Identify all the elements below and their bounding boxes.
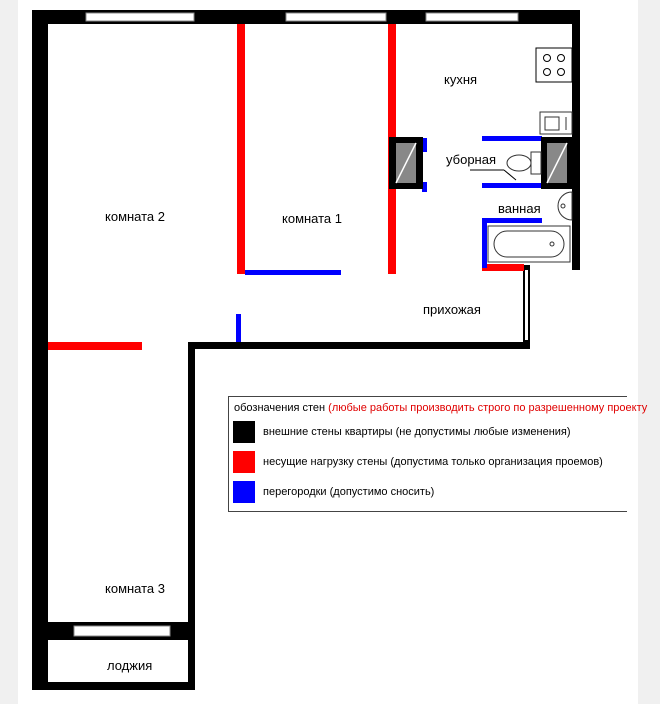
ventilation-shaft-icon <box>389 137 423 189</box>
legend-item-label: перегородки (допустимо сносить) <box>263 486 435 498</box>
toilet-label-leader <box>504 170 516 180</box>
legend-swatch-black <box>233 421 255 443</box>
legend-title: обозначения стен <box>234 402 326 414</box>
legend-item-load-bearing <box>233 451 623 473</box>
exterior-wall-bottom <box>32 682 195 690</box>
legend-item-partition <box>233 481 623 503</box>
floor-plan <box>18 0 638 704</box>
load-bearing-wall <box>48 342 142 350</box>
load-bearing-wall <box>237 24 245 274</box>
window-icon <box>286 13 386 21</box>
toilet-icon <box>507 152 541 174</box>
stove-icon <box>536 48 572 82</box>
windows <box>74 13 528 636</box>
bathroom-label: ванная <box>498 201 541 216</box>
partition-wall <box>236 314 241 342</box>
floor-plan-page <box>18 0 648 704</box>
legend-title-line <box>234 402 647 414</box>
partition-wall <box>482 183 542 188</box>
exterior-wall-bottom-right <box>188 342 530 349</box>
window-icon <box>426 13 518 21</box>
washbasin-icon <box>558 192 572 220</box>
kitchen-label: кухня <box>444 72 478 87</box>
room-3-label: комната 3 <box>105 581 166 596</box>
window-icon <box>74 626 170 636</box>
window-icon <box>86 13 194 21</box>
legend-item-label: внешние стены квартиры (не допустимы любые изменения) <box>263 426 571 438</box>
partition-wall <box>482 223 487 268</box>
partition-wall <box>245 270 341 275</box>
toilet-label: уборная <box>446 152 497 167</box>
hallway-label: прихожая <box>423 302 481 317</box>
window-icon <box>525 270 528 340</box>
loggia-label: лоджия <box>107 658 153 673</box>
partition-wall <box>482 136 542 141</box>
legend-swatch-blue <box>233 481 255 503</box>
legend-item-exterior <box>233 421 623 443</box>
ventilation-shaft-icon <box>541 137 573 189</box>
legend-item-label: несущие нагрузку стены (допустима только организация проемов) <box>263 456 603 468</box>
room-2-label: комната 2 <box>105 209 166 224</box>
room-1-label: комната 1 <box>282 211 343 226</box>
wall-legend <box>228 396 648 512</box>
exterior-wall-left <box>32 10 48 690</box>
legend-warning: (любые работы производить строго по разрешенному проекту <box>328 402 648 414</box>
bathtub-icon <box>488 226 570 262</box>
legend-swatch-red <box>233 451 255 473</box>
partition-wall <box>482 218 542 223</box>
sink-icon <box>540 112 572 134</box>
load-bearing-wall <box>482 264 524 271</box>
exterior-wall-right <box>572 10 580 270</box>
